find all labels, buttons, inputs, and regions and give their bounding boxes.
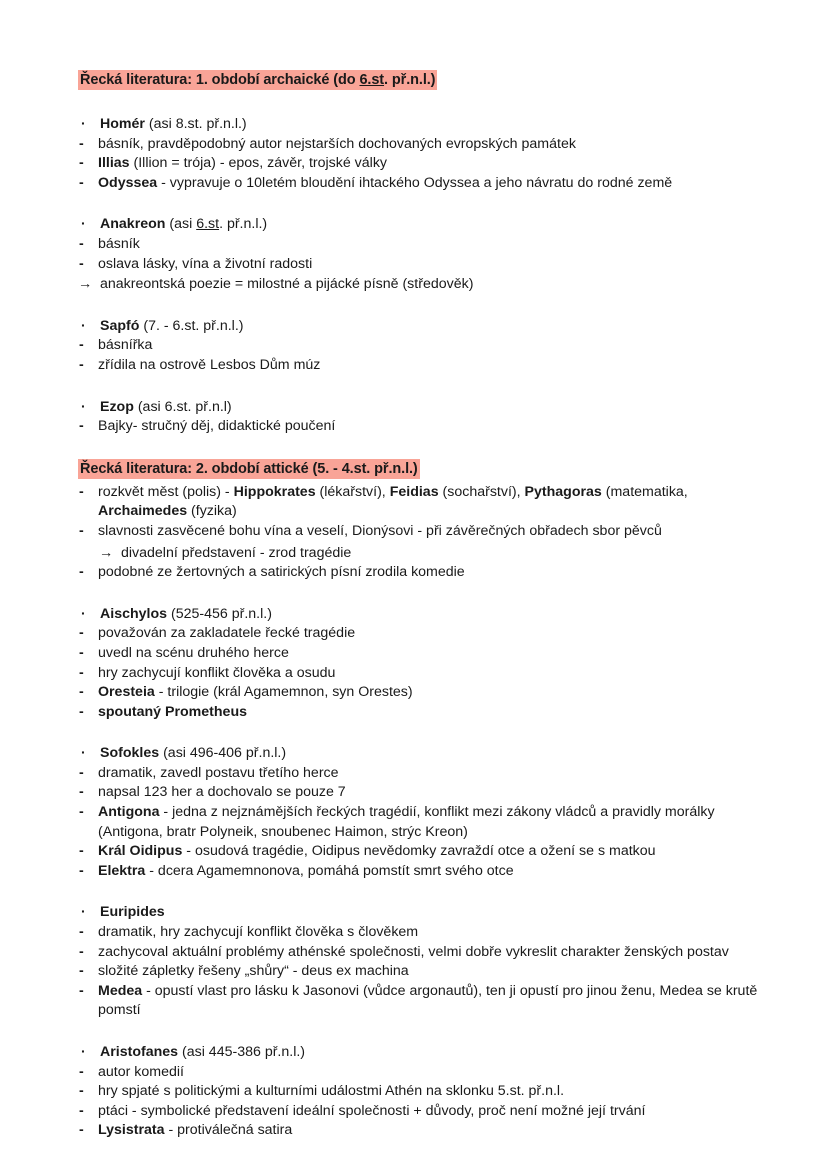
list-item	[78, 563, 773, 583]
bullet-dash-icon: -	[79, 625, 84, 642]
list-item	[78, 842, 773, 862]
bullet-dash-icon: -	[79, 963, 84, 980]
term-name: Aischylos	[100, 605, 168, 622]
list-item	[78, 783, 773, 803]
heading-underlined-text: 6.st	[359, 72, 385, 88]
list-item-text: Medea - opustí vlast pro lásku k Jasonovi (vůdce argonautů), ten ji opustí pro jinou ženu, Medea se krutě pomstí	[98, 982, 758, 1019]
list-item	[78, 683, 773, 703]
list-item-text: uvedl na scénu druhého herce	[98, 644, 289, 661]
list-item-text: Odyssea - vypravuje o 10letém bloudění ihtackého Odyssea a jeho návratu do rodné země	[98, 174, 673, 191]
bullet-group	[78, 744, 773, 881]
list-item-text: Anakreon (asi 6.st. př.n.l.)	[100, 216, 268, 233]
term-name: Ezop	[100, 398, 134, 415]
list-item-text: Aristofanes (asi 445-386 př.n.l.)	[100, 1044, 306, 1060]
bullet-dash-icon: -	[79, 684, 84, 701]
list-item-text: dramatik, hry zachycují konflikt člověka s člověkem	[98, 924, 419, 941]
bullet-dash-icon: -	[79, 483, 84, 500]
bullet-dash-icon: -	[79, 155, 84, 172]
emphasis-text: Feidias	[389, 483, 439, 500]
bullet-dash-icon: -	[79, 255, 84, 272]
list-item	[78, 862, 773, 882]
list-item-text: divadelní představení - zrod tragédie	[121, 544, 352, 561]
term-name: Anakreon	[100, 216, 166, 233]
bullet-group	[78, 605, 773, 723]
bullet-dot-icon: ·	[81, 745, 86, 762]
bullet-dot-icon: ·	[81, 605, 86, 622]
list-item	[78, 398, 773, 418]
bullet-dash-icon: -	[79, 644, 84, 661]
bullet-dash-icon: -	[79, 924, 84, 941]
list-item-text: Sofokles (asi 496-406 př.n.l.)	[100, 745, 287, 762]
bullet-dash-icon: -	[79, 1083, 84, 1100]
bullet-group	[78, 398, 773, 437]
bullet-dash-icon: -	[79, 174, 84, 191]
bullet-dash-icon: -	[79, 843, 84, 860]
list-item	[78, 483, 773, 522]
list-item-text: Ezop (asi 6.st. př.n.l)	[100, 398, 232, 415]
bullet-group	[78, 115, 773, 193]
list-item	[78, 154, 773, 174]
section-heading	[78, 70, 773, 91]
list-item	[78, 1102, 773, 1122]
list-item-text: hry spjaté s politickými a kulturními událostmi Athén na sklonku 5.st. př.n.l.	[98, 1083, 565, 1100]
bullet-dash-icon: -	[79, 764, 84, 781]
list-item-text: oslava lásky, vína a životní radosti	[98, 255, 313, 272]
list-item	[78, 982, 773, 1021]
list-item-text: dramatik, zavedl postavu třetího herce	[98, 764, 339, 781]
bullet-dash-icon: -	[79, 564, 84, 581]
bullet-dash-icon: -	[79, 664, 84, 681]
list-item-text: Sapfó (7. - 6.st. př.n.l.)	[100, 317, 244, 334]
list-item-text: podobné ze žertovných a satirických písní zrodila komedie	[98, 564, 465, 581]
bullet-dash-icon: -	[79, 1102, 84, 1119]
list-item	[78, 544, 773, 564]
list-item-text: autor komedií	[98, 1063, 184, 1080]
bullet-dot-icon: ·	[81, 216, 86, 233]
term-name: Elektra	[98, 862, 146, 879]
list-item	[78, 522, 773, 542]
bullet-dash-icon: -	[79, 235, 84, 252]
bullet-dash-icon: -	[79, 418, 84, 435]
term-name: Medea	[98, 982, 143, 999]
list-item	[78, 624, 773, 644]
list-item	[78, 356, 773, 376]
list-item-text: Bajky- stručný děj, didaktické poučení	[98, 418, 336, 435]
bullet-group	[78, 1043, 773, 1141]
term-name: Král Oidipus	[98, 843, 183, 860]
bullet-group	[78, 215, 773, 294]
list-item	[78, 1043, 773, 1063]
list-item-text: Elektra - dcera Agamemnonova, pomáhá pomstít smrt svého otce	[98, 862, 514, 879]
bullet-group	[78, 483, 773, 583]
notes-content	[78, 70, 773, 1141]
list-item-text: rozkvět měst (polis) - Hippokrates (lékařství), Feidias (sochařství), Pythagoras (matematika, Archaimedes (fyzika)	[98, 483, 688, 520]
emphasis-text: Hippokrates	[233, 483, 316, 500]
list-item	[78, 803, 773, 842]
emphasis-text: Pythagoras	[524, 483, 602, 500]
bullet-dash-icon: -	[79, 943, 84, 960]
list-item	[78, 1063, 773, 1083]
list-item-text: anakreontská poezie = milostné a pijácké písně (středověk)	[100, 276, 474, 293]
list-item	[78, 764, 773, 784]
term-name: spoutaný Prometheus	[98, 703, 247, 720]
list-item-text: ptáci - symbolické představení ideální společnosti + důvody, proč není možné její trvání	[98, 1102, 646, 1119]
bullet-dot-icon: ·	[81, 1044, 86, 1060]
arrow-right-icon: →	[99, 544, 114, 561]
list-item	[78, 703, 773, 723]
list-item-text: Illias (Illion = trója) - epos, závěr, trojské války	[98, 155, 388, 172]
heading-highlight: Řecká literatura: 1. období archaické (do 6.st. př.n.l.)	[80, 72, 436, 88]
bullet-dot-icon: ·	[81, 904, 86, 921]
list-item	[78, 275, 773, 295]
list-item	[78, 962, 773, 982]
list-item-text: Aischylos (525-456 př.n.l.)	[100, 605, 272, 622]
bullet-dash-icon: -	[79, 356, 84, 373]
list-item-text: napsal 123 her a dochovalo se pouze 7	[98, 784, 346, 801]
list-item-text: považován za zakladatele řecké tragédie	[98, 625, 356, 642]
list-item-text: složité zápletky řešeny „shůry“ - deus ex machina	[98, 963, 409, 980]
term-name: Illias	[98, 155, 130, 172]
term-name: Aristofanes	[100, 1044, 179, 1060]
list-item	[78, 174, 773, 194]
term-name: Oresteia	[98, 684, 155, 701]
list-item	[78, 1082, 773, 1102]
list-item-text: zachycoval aktuální problémy athénské společnosti, velmi dobře vykreslit charakter ženských postav	[98, 943, 729, 960]
list-item	[78, 1121, 773, 1141]
list-item	[78, 317, 773, 337]
list-item	[78, 664, 773, 684]
bullet-dash-icon: -	[79, 703, 84, 720]
underlined-text: 6.st	[196, 216, 220, 233]
arrow-right-icon: →	[78, 276, 93, 293]
term-name: Antigona	[98, 804, 160, 821]
list-item-text: básník, pravděpodobný autor nejstarších dochovaných evropských památek	[98, 135, 576, 152]
bullet-dot-icon: ·	[81, 398, 86, 415]
section-heading	[78, 459, 773, 480]
list-item	[78, 923, 773, 943]
term-name: Euripides	[100, 904, 165, 921]
term-name: Odyssea	[98, 174, 158, 191]
heading-highlight: Řecká literatura: 2. období attické (5. - 4.st. př.n.l.)	[80, 460, 418, 477]
list-item-text: Antigona - jedna z nejznámějších řeckých tragédií, konflikt mezi zákony vládců a pravidly morálky (Antigona, bratr Polyneik, snoubenec Haimon, strýc Kreon)	[98, 804, 715, 840]
list-item-text: Homér (asi 8.st. př.n.l.)	[100, 116, 247, 133]
bullet-dot-icon: ·	[81, 317, 86, 334]
bullet-dash-icon: -	[79, 1063, 84, 1080]
bullet-dash-icon: -	[79, 982, 84, 999]
bullet-dot-icon: ·	[81, 116, 86, 133]
list-item-text: Lysistrata - protiválečná satira	[98, 1122, 293, 1139]
list-item	[78, 417, 773, 437]
list-item-text: Král Oidipus - osudová tragédie, Oidipus nevědomky zavraždí otce a ožení se s matkou	[98, 843, 656, 860]
list-item	[78, 255, 773, 275]
bullet-dash-icon: -	[79, 784, 84, 801]
bullet-group	[78, 903, 773, 1021]
list-item	[78, 115, 773, 135]
term-name: Lysistrata	[98, 1122, 165, 1139]
bullet-dash-icon: -	[79, 804, 84, 821]
bullet-dash-icon: -	[79, 337, 84, 354]
list-item	[78, 903, 773, 923]
bullet-dash-icon: -	[79, 135, 84, 152]
bullet-dash-icon: -	[79, 862, 84, 879]
bullet-dash-icon: -	[79, 522, 84, 539]
emphasis-text: Archaimedes	[98, 503, 188, 520]
list-item	[78, 644, 773, 664]
list-item	[78, 943, 773, 963]
list-item	[78, 605, 773, 625]
list-item	[78, 215, 773, 235]
list-item	[78, 336, 773, 356]
list-item	[78, 744, 773, 764]
list-item-text: básnířka	[98, 337, 153, 354]
list-item-text: Oresteia - trilogie (král Agamemnon, syn Orestes)	[98, 684, 413, 701]
bullet-dash-icon: -	[79, 1122, 84, 1139]
term-name: Sofokles	[100, 745, 160, 762]
list-item-text: hry zachycují konflikt člověka a osudu	[98, 664, 336, 681]
list-item-text: zřídila na ostrově Lesbos Dům múz	[98, 356, 321, 373]
list-item-text	[98, 703, 773, 723]
term-name: Sapfó	[100, 317, 140, 334]
bullet-group	[78, 317, 773, 376]
list-item	[78, 235, 773, 255]
list-item-text: básník	[98, 235, 140, 252]
list-item-text: slavnosti zasvěcené bohu vína a veselí, Dionýsovi - při závěrečných obřadech sbor pěvců	[98, 522, 662, 539]
term-name: Homér	[100, 116, 145, 133]
list-item	[78, 135, 773, 155]
list-item-text	[100, 903, 773, 923]
